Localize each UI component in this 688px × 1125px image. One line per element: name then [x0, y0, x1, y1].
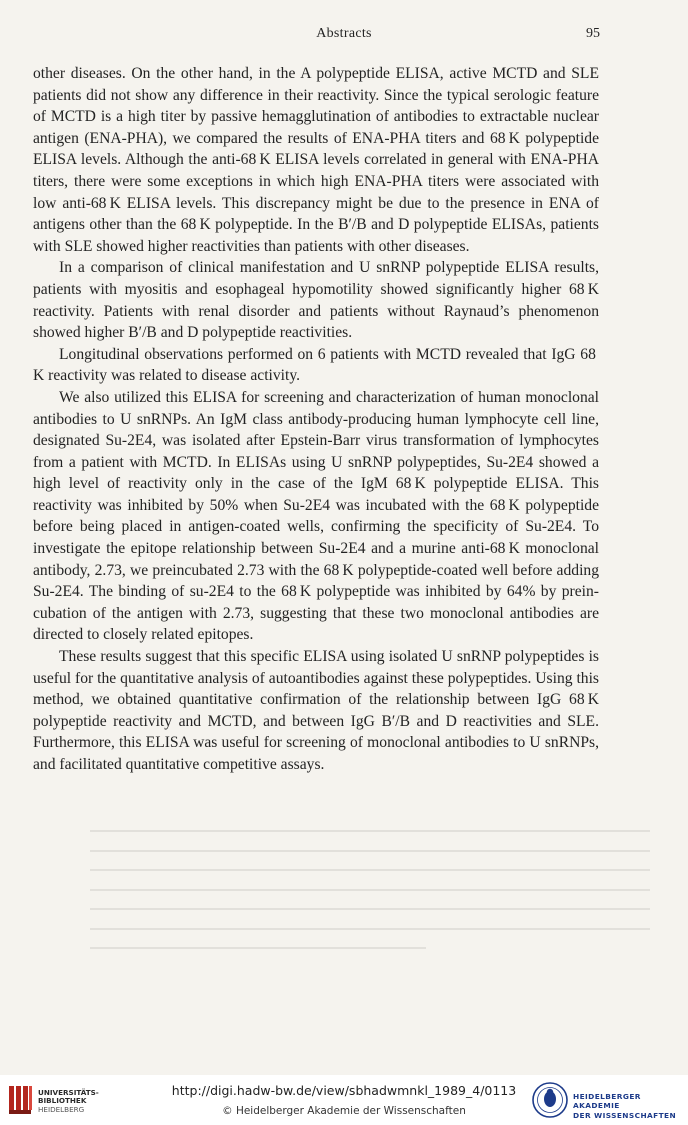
paragraph: Longitudinal observations performed on 6 patients with MCTD revealed that IgG 68 K reactivity was related to disease activity. — [33, 345, 599, 385]
library-line: UNIVERSITÄTS- — [38, 1088, 99, 1097]
paragraph: In a comparison of clinical manifestation and U snRNP polypeptide ELISA results, patients with myositis and esophageal hypomotility showed significantly higher 68 K reactivity. Patients with renal disorder and patients without Raynaud’s phenomenon showed higher B′/B and D polypeptide reactivities. — [33, 259, 599, 342]
paragraph: These results suggest that this specific ELISA using isolated U snRNP polypeptides is useful for the quantitative analysis of autoantibodies against these polypeptides. Using this method, we obtained quantitative confirmation of the relationship between IgG 68 K polypeptide reactivity and MCTD, and between IgG B′/B and D reactivities and SLE. Furthermore, this ELISA was useful for screening of monoclonal antibodies to U snRNPs, and facilitated quantitative competitive assays. — [33, 648, 599, 773]
running-title: Abstracts — [316, 26, 372, 41]
bleed-through-texture — [90, 830, 650, 970]
page-number: 95 — [586, 26, 600, 41]
academy-line: HEIDELBERGER AKADEMIE — [573, 1092, 641, 1111]
library-line: BIBLIOTHEK — [38, 1096, 87, 1106]
academy-name — [573, 1092, 688, 1120]
abstract-body — [33, 63, 599, 776]
copyright-notice: © Heidelberger Akademie der Wissenschaften — [222, 1105, 466, 1117]
paragraph: We also utilized this ELISA for screening and characterization of human monoclonal antibodies to U snRNPs. An IgM class antibody-producing human lymphocyte cell line, designated Su-2E4, was isolated after Epstein-Barr virus transformation of lymphocytes from a patient with MCTD. In ELISAs using U snRNP polypeptides, Su-2E4 showed a high level of reactivity only in the case of the IgM 68 K polypeptide ELISA. This reactivity was inhibited by 50% when Su-2E4 was incubated with the 68 K polypeptide before being placed in antigen-coated wells, confirming the specificity of Su-2E4. To investigate the epitope relationship between Su-2E4 and a murine anti-68 K monoclonal antibody, 2.73, we preincubated 2.73 with the 68 K polypeptide-coated well before adding Su-2E4. The binding of su-2E4 to the 68 K polypeptide was inhibited by 64% by preincubation of the antigen with 2.73, suggesting that these two monoclonal antibodies are directed to closely related epitopes. — [33, 388, 599, 644]
academy-seal-icon[interactable] — [532, 1082, 568, 1118]
academy-line: DER WISSENSCHAFTEN — [573, 1110, 677, 1120]
paragraph: other diseases. On the other hand, in the A polypeptide ELISA, active MCTD and SLE patients did not show any difference in their reactivity. Since the typical serologic feature of MCTD is a high titer by passive hemagglutination of antibodies to extractable nuclear antigen (ENA-PHA), we compared the results of ENA-PHA titers and 68 K polypeptide ELISA levels. Although the anti-68 K ELISA levels correlated in general with ENA-PHA titers, there were some exceptions in which high ENA-PHA titers were associated with low anti-68 K ELISA levels. This discrepancy might be due to the presence in ENA of antigens other than the 68 K polypeptide. In the B′/B and D polypeptide ELISAs, patients with SLE showed higher reactivities than patients with other diseases. — [33, 65, 599, 255]
running-head — [0, 26, 688, 46]
library-line: HEIDELBERG — [38, 1104, 85, 1114]
permalink-url[interactable]: http://digi.hadw-bw.de/view/sbhadwmnkl_1989_4/0113 — [171, 1083, 517, 1098]
digitization-footer — [0, 1075, 688, 1125]
